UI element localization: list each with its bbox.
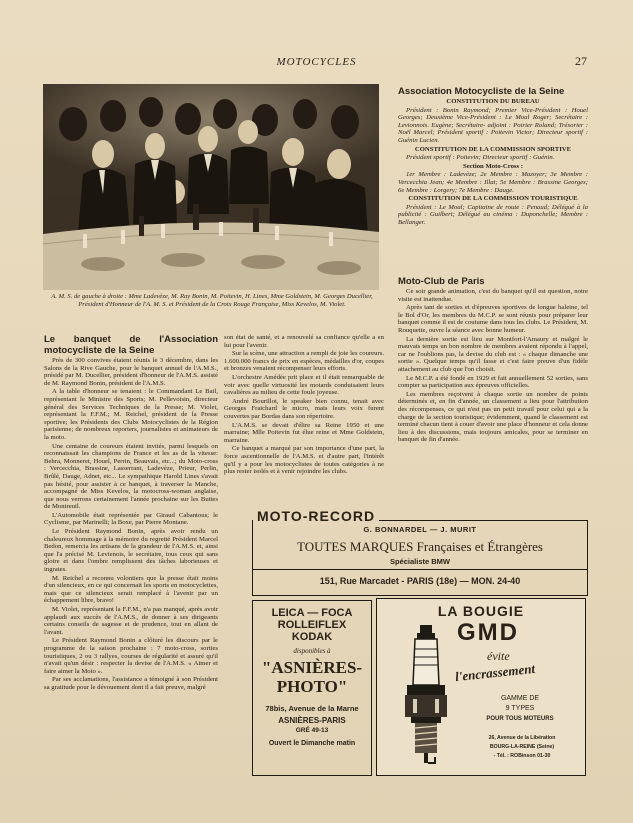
paragraph: La dernière sortie est lieu sur Montfort-l'Amaury et malgré le mauvais temps un bon nombre de membres avaient répondu à l'appel, car ne l'oublions pas, la devise du club est : « chaque dimanche une sortie ». Quelque temps qu'il fasse et c'est faire preuve d'un fidèle attachement au club que l'on choisit.: [398, 335, 588, 373]
ad-moto-record-owners: G. BONNARDEL — J. MURIT: [363, 525, 477, 534]
ad-gmd-top: LA BOUGIE: [437, 603, 525, 619]
running-header: MOTOCYCLES: [276, 56, 357, 68]
photo-caption: A. M. S. de gauche à droite : Mme Ladevèze, M. Ray Bonin, M. Poitevin, H. Lines, Mme Goldstein, M. Georges Ducellier, Président d'Honneur de l'A. M. S. et Président de la Croix Rouge Française, Miss Kevelos, M. Violet.: [51, 293, 373, 308]
ad-photo-phone: GRÉ 49-13: [295, 727, 329, 734]
paragraph: Le M.C.P. a été fondé en 1929 et fait annuellement 52 sorties, sans compter sa participation aux épreuves officielles.: [398, 374, 588, 390]
banquet-photo: [43, 84, 379, 290]
ad-gmd-range: GAMME DE: [500, 695, 540, 702]
paragraph: L'Automobile était représentée par Giraud Cabantous; le Cyclisme, par Marinelli; la Boxe, par Pierre Montane.: [44, 511, 218, 527]
ad-moto-record: [252, 520, 588, 596]
paragraph: Les membres reçoivent à chaque sortie un nombre de points déterminés et, en fin d'année, un classement a lieu pour l'attribution des récompenses, ce qui n'est pas un petit travail pour celui qui a la charge de la section touristique; évidemment, quand le classement est terminé chacun tient à couer d'avoir une place d'honneur et cela donne lieu à des discussions, mais toujours amicales, pour se terminer en banquet de fin d'année.: [398, 390, 588, 444]
ad-photo-line: KODAK: [291, 631, 333, 643]
ad-moto-record-specialty: Spécialiste BMW: [389, 557, 450, 566]
spark-plug-icon: [391, 625, 461, 771]
article-banquet-continued: [224, 334, 384, 477]
paragraph: Ce soir grande animation, c'est du banquet qu'il est question, notre visite est inattendue.: [398, 288, 588, 303]
paragraph: son état de santé, et a renouvelé sa confiance qu'elle a en lui pour l'avenir.: [224, 334, 384, 349]
paragraph: Par ses acclamations, l'assistance a témoigné à son Président sa gratitude pour le dévouement dont il a fait preuve, malgré: [44, 676, 218, 691]
paragraph: L'A.M.S. se devait d'élire sa Reine 1950 et une marraine; Mlle Poitevin fut élue reine et Mme Goldstein, marraine.: [224, 421, 384, 444]
ad-moto-record-address: 151, Rue Marcadet - PARIS (18e) — MON. 24-40: [319, 576, 521, 586]
ad-gmd-address: BOURG-LA-REINE (Seine): [489, 744, 555, 750]
ad-gmd-range: POUR TOUS MOTEURS: [486, 716, 554, 722]
ad-photo-name: PHOTO": [276, 677, 348, 696]
article-banquet: [44, 334, 218, 693]
section-heading: Section Moto-Cross :: [462, 162, 524, 170]
ad-gmd-range: 9 TYPES: [505, 705, 535, 712]
paragraph: Près de 300 convives étaient réunis le 3 décembre, dans les Salons de la Rive Gauche, pour le banquet annuel de l'A.M.S., présidé par M. Ducellier, président d'honneur de l'A.M.S. assisté de M. Raymond Bonin, président de l'A.M.S.: [44, 357, 218, 387]
paragraph: L'orchestre Amédée prit place et il était remarquable de voir avec quelle virtuosité les motards conduisaient leurs cavalières au milieu de cette foule joyeuse.: [224, 373, 384, 397]
article-ams-committee: [398, 86, 588, 228]
paragraph: Président : Le Moal; Capitaine de route : Penaud; Délégué à la publicité : Guilbert; Délégué au cinéma : Duponchelle; Membre : Bellanger.: [398, 203, 588, 226]
ad-gmd-slogan: évite: [487, 649, 510, 663]
paragraph: Président : Bonin Raymond; Premier Vice-Président : Houel Georges; Deuxième Vice-Président : Le Moal Roger; Secrétaire : Levionnois. Eugène; Secrétaire- adjoint : Poirier Roland; Trésorier : Noël Marcel; Président sportif : Poitevin Victor; Directeur sportif : Guénin Lucien.: [398, 106, 588, 144]
ad-gmd-address: - Tél. : ROBinson 01-30: [493, 753, 551, 759]
paragraph: M. Violet, représentant la F.F.M., n'a pas manqué, après avoir applaudi aux succès de l'A.M.S., de donner à ses dirigeants certains conseils de sagesse et de prudence, tout en allant de l'avant.: [44, 606, 218, 636]
page-number: 27: [575, 54, 587, 68]
paragraph: Le Président Raymond Bonin a clôturé les discours par le programme de la saison prochaine : 7 moto-cross, sorties touristiques, 2 ou 3 rallyes, courses de régularité et assuré qu'il n'avait qu'un désir : respecter la devise de l'A.M.S. « Aimer et faire aimer la Moto ».: [44, 637, 218, 675]
ad-photo-open: Ouvert le Dimanche matin: [268, 740, 356, 747]
paragraph: Ce banquet a marqué par son importance d'une part, la force ascentionnelle de l'A.M.S. et d'autre part, l'intérêt qu'il y a pour les motocyclistes de toutes catégories à ne plus rester isolés et à venir rejoindre les clubs.: [224, 445, 384, 476]
paragraph: André Bourillot, le speaker bien connu, tenait avec Georges Fraichard le micro, mais leurs voix furent couvertes par Bordas dans son répertoire.: [224, 397, 384, 420]
section-heading: CONSTITUTION DE LA COMMISSION TOURISTIQUE: [408, 195, 578, 203]
ad-gmd-brand: GMD: [457, 619, 519, 646]
section-heading: CONSTITUTION DE LA COMMISSION SPORTIVE: [414, 145, 572, 153]
ad-photo-line: ROLLEIFLEX: [277, 619, 347, 631]
article-banquet-title: Le banquet de l'Association motocycliste de la Seine: [44, 334, 218, 356]
ad-moto-record-title: MOTO-RECORD: [253, 508, 379, 524]
paragraph: Sur la scène, une attraction a rempli de joie les coureurs. 1.600.000 francs de prix en espèces, médailles d'or, coupes et bronzes venaient récompenser leurs efforts.: [224, 350, 384, 373]
paragraph: M. Reichel a reconnu volontiers que la presse était moins d'un silencieux, en ce qui concernait les sports en motocyclettes, mais que ce silencieux serait remplacé à l'avenir par un échappement libre, bravo!: [44, 574, 218, 605]
ad-asnieres-photo: [252, 600, 372, 776]
ad-photo-line: LEICA — FOCA: [271, 607, 353, 619]
ad-photo-city: ASNIÈRES-PARIS: [278, 716, 346, 725]
paragraph: Une centaine de coureurs étaient invités, parmi lesquels on reconnaissait les champions de France et les as de la vitesse: Behra, Monneret, Houel, Perrin, Beauvais, etc...; du Moto-cross : Vercecchia, Brassine, Lasserrant, Ladevèze, Prieur, Perlin, Brûlé, Dauge, Adnet, etc... Le sympathique Harold Lines s'avait pas hésité, pour assister à ce banquet, à traverser la Manche, accompagné de Miss Kevelos, la motocross-woman anglaise, que nous verrons certainement l'année prochaine sur les Buttes de Montreuil.: [44, 442, 218, 511]
paragraph: Président sportif : Poitevin; Directeur sportif : Guénin.: [406, 154, 555, 162]
ad-photo-address: 78bis, Avenue de la Marne: [265, 704, 359, 713]
paragraph: Le Président Raymond Bonin, après avoir rendu un chaleureux hommage à la mémoire du regretté Président Marcel Bedon, remercia les artisans de la grandeur de l'A.M.S. et, ainsi que l'a précisé M. Levienois, le secrétaire, tous ceux qui sans gloire et dans l'ombre remplissent des tâches laborieuses et ingrates.: [44, 528, 218, 574]
article-moto-club-paris: [398, 276, 588, 445]
ad-gmd-spark-plug: [376, 598, 586, 776]
ad-gmd-slogan: l'encrassement: [454, 660, 536, 685]
paragraph: Après tant de sorties et d'épreuves sportives de longue haleine, tel le Bol d'Or, les membres du M.C.P. se sont réunis pour préparer leur banquet comme il est de coutume dans tous les clubs. Le Président, M. Rouquette, ouvre la séance avec bonne humeur.: [398, 304, 588, 334]
article-mcp-title: Moto-Club de Paris: [398, 276, 485, 287]
article-ams-title: Association Motocycliste de la Seine: [398, 86, 565, 97]
ad-photo-available: disponibles à: [293, 647, 331, 655]
paragraph: A la table d'honneur se tenaient : le Commandant Le Bail, représentant le Ministre des Sports; M. Pellevoisin, directeur général des Services Techniques de la Presse; M. Violet, représentant la F.F.M.; M. Reichel, président de la Presse sportive; les Présidents des Clubs Motocyclistes de la Région parisienne; de nombreux reporters, journalistes et animateurs de la moto.: [44, 388, 218, 441]
paragraph: 1er Membre : Ladevèze; 2e Membre : Mazoyer; 3e Membre : Vercecchia Jean; 4e Membre : Illat; 5e Membre : Brassine Georges; 6e Membre : Lorgery; 7e Membre : Dauge.: [398, 171, 588, 194]
divider: [253, 569, 587, 570]
ad-moto-record-brands: TOUTES MARQUES Françaises et Étrangères: [297, 539, 543, 554]
ad-gmd-address: 26, Avenue de la Libération: [488, 735, 556, 741]
section-heading: CONSTITUTION DU BUREAU: [446, 98, 540, 105]
ad-photo-name: "ASNIÈRES-: [261, 658, 363, 677]
